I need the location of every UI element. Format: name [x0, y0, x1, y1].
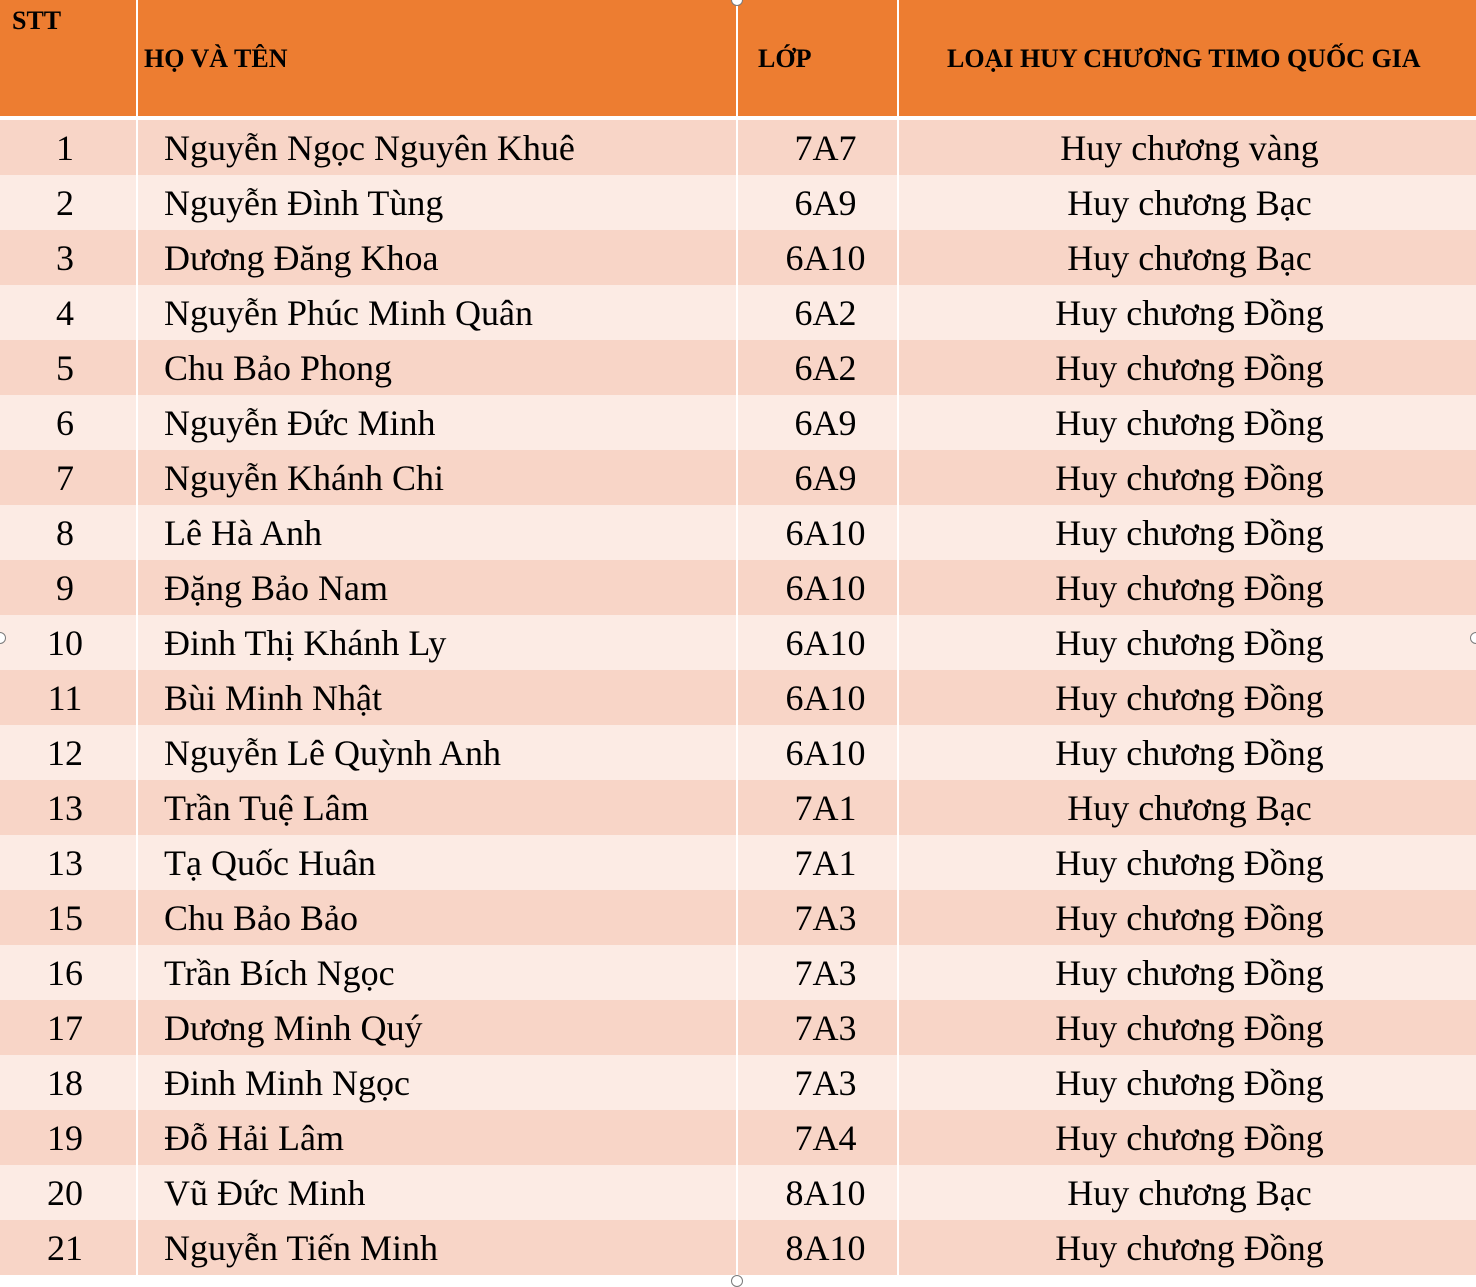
class-cell[interactable]: 6A9 [737, 450, 898, 505]
table-row [0, 395, 1476, 450]
class-cell[interactable]: 7A3 [737, 1000, 898, 1055]
table-row [0, 560, 1476, 615]
medal-cell[interactable]: Huy chương Đồng [898, 1220, 1476, 1275]
header-class [737, 0, 898, 118]
class-cell[interactable]: 7A4 [737, 1110, 898, 1165]
table-body [0, 118, 1476, 1275]
stt-cell[interactable]: 20 [0, 1165, 137, 1220]
name-cell[interactable]: Nguyễn Đình Tùng [137, 175, 737, 230]
medal-cell[interactable]: Huy chương Đồng [898, 285, 1476, 340]
table-row [0, 725, 1476, 780]
medal-cell[interactable]: Huy chương Đồng [898, 615, 1476, 670]
name-cell[interactable]: Dương Đăng Khoa [137, 230, 737, 285]
header-name-label: HỌ VÀ TÊN [144, 44, 288, 73]
name-cell[interactable]: Nguyễn Phúc Minh Quân [137, 285, 737, 340]
stt-cell[interactable]: 7 [0, 450, 137, 505]
table-row [0, 1055, 1476, 1110]
table-row [0, 945, 1476, 1000]
medal-cell[interactable]: Huy chương Đồng [898, 835, 1476, 890]
stt-cell[interactable]: 9 [0, 560, 137, 615]
medal-cell[interactable]: Huy chương Bạc [898, 780, 1476, 835]
medal-cell[interactable]: Huy chương Đồng [898, 1055, 1476, 1110]
table-header [0, 0, 1476, 118]
medal-cell[interactable]: Huy chương Đồng [898, 1000, 1476, 1055]
name-cell[interactable]: Chu Bảo Phong [137, 340, 737, 395]
class-cell[interactable]: 7A1 [737, 835, 898, 890]
table-row [0, 450, 1476, 505]
medal-cell[interactable]: Huy chương Bạc [898, 230, 1476, 285]
class-cell[interactable]: 6A10 [737, 615, 898, 670]
medal-cell[interactable]: Huy chương vàng [898, 118, 1476, 175]
name-cell[interactable]: Đinh Thị Khánh Ly [137, 615, 737, 670]
name-cell[interactable]: Lê Hà Anh [137, 505, 737, 560]
table-row [0, 118, 1476, 175]
name-cell[interactable]: Bùi Minh Nhật [137, 670, 737, 725]
table-row [0, 835, 1476, 890]
stt-cell[interactable]: 13 [0, 780, 137, 835]
table-row [0, 615, 1476, 670]
table-row [0, 1000, 1476, 1055]
class-cell[interactable]: 8A10 [737, 1165, 898, 1220]
class-cell[interactable]: 6A2 [737, 340, 898, 395]
table-row [0, 670, 1476, 725]
medal-cell[interactable]: Huy chương Đồng [898, 1110, 1476, 1165]
class-cell[interactable]: 6A10 [737, 505, 898, 560]
table-row [0, 1110, 1476, 1165]
stt-cell[interactable]: 6 [0, 395, 137, 450]
stt-cell[interactable]: 10 [0, 615, 137, 670]
stt-cell[interactable]: 11 [0, 670, 137, 725]
class-cell[interactable]: 7A3 [737, 1055, 898, 1110]
stt-cell[interactable]: 8 [0, 505, 137, 560]
name-cell[interactable]: Trần Bích Ngọc [137, 945, 737, 1000]
name-cell[interactable]: Vũ Đức Minh [137, 1165, 737, 1220]
medal-cell[interactable]: Huy chương Đồng [898, 725, 1476, 780]
name-cell[interactable]: Chu Bảo Bảo [137, 890, 737, 945]
header-class-label: LỚP [758, 44, 812, 73]
header-row [0, 0, 1476, 118]
medal-cell[interactable]: Huy chương Đồng [898, 560, 1476, 615]
medal-cell[interactable]: Huy chương Đồng [898, 890, 1476, 945]
medal-cell[interactable]: Huy chương Bạc [898, 175, 1476, 230]
header-stt [0, 0, 137, 118]
stt-cell[interactable]: 4 [0, 285, 137, 340]
class-cell[interactable]: 6A10 [737, 670, 898, 725]
name-cell[interactable]: Trần Tuệ Lâm [137, 780, 737, 835]
medal-cell[interactable]: Huy chương Đồng [898, 450, 1476, 505]
header-stt-label: STT [12, 6, 62, 35]
table-row [0, 285, 1476, 340]
name-cell[interactable]: Nguyễn Ngọc Nguyên Khuê [137, 118, 737, 175]
table-row [0, 175, 1476, 230]
stt-cell[interactable]: 15 [0, 890, 137, 945]
class-cell[interactable]: 7A7 [737, 118, 898, 175]
stt-cell[interactable]: 3 [0, 230, 137, 285]
medal-cell[interactable]: Huy chương Đồng [898, 505, 1476, 560]
table-row [0, 230, 1476, 285]
class-cell[interactable]: 6A10 [737, 560, 898, 615]
class-cell[interactable]: 6A10 [737, 725, 898, 780]
table-row [0, 780, 1476, 835]
name-cell[interactable]: Nguyễn Tiến Minh [137, 1220, 737, 1275]
name-cell[interactable]: Tạ Quốc Huân [137, 835, 737, 890]
name-cell[interactable]: Nguyễn Khánh Chi [137, 450, 737, 505]
stt-cell[interactable]: 16 [0, 945, 137, 1000]
class-cell[interactable]: 7A3 [737, 945, 898, 1000]
class-cell[interactable]: 6A10 [737, 230, 898, 285]
stt-cell[interactable]: 2 [0, 175, 137, 230]
medal-cell[interactable]: Huy chương Đồng [898, 670, 1476, 725]
class-cell[interactable]: 6A9 [737, 395, 898, 450]
name-cell[interactable]: Nguyễn Lê Quỳnh Anh [137, 725, 737, 780]
class-cell[interactable]: 7A3 [737, 890, 898, 945]
resize-handle-bottom[interactable] [731, 1275, 743, 1287]
medal-cell[interactable]: Huy chương Đồng [898, 395, 1476, 450]
stt-cell[interactable]: 13 [0, 835, 137, 890]
table-row [0, 1220, 1476, 1275]
header-medal [898, 0, 1476, 118]
medal-cell[interactable]: Huy chương Bạc [898, 1165, 1476, 1220]
stt-cell[interactable]: 21 [0, 1220, 137, 1275]
resize-handle-right[interactable] [1470, 632, 1476, 644]
name-cell[interactable]: Đỗ Hải Lâm [137, 1110, 737, 1165]
stt-cell[interactable]: 17 [0, 1000, 137, 1055]
header-medal-label: LOẠI HUY CHƯƠNG TIMO QUỐC GIA [947, 44, 1421, 73]
name-cell[interactable]: Nguyễn Đức Minh [137, 395, 737, 450]
table-row [0, 890, 1476, 945]
stt-cell[interactable]: 19 [0, 1110, 137, 1165]
name-cell[interactable]: Dương Minh Quý [137, 1000, 737, 1055]
medal-cell[interactable]: Huy chương Đồng [898, 945, 1476, 1000]
table-row [0, 505, 1476, 560]
table-row [0, 1165, 1476, 1220]
medal-cell[interactable]: Huy chương Đồng [898, 340, 1476, 395]
class-cell[interactable]: 6A2 [737, 285, 898, 340]
stt-cell[interactable]: 5 [0, 340, 137, 395]
stt-cell[interactable]: 1 [0, 118, 137, 175]
name-cell[interactable]: Đặng Bảo Nam [137, 560, 737, 615]
stt-cell[interactable]: 18 [0, 1055, 137, 1110]
table-row [0, 340, 1476, 395]
class-cell[interactable]: 8A10 [737, 1220, 898, 1275]
header-name [137, 0, 737, 118]
class-cell[interactable]: 6A9 [737, 175, 898, 230]
class-cell[interactable]: 7A1 [737, 780, 898, 835]
name-cell[interactable]: Đinh Minh Ngọc [137, 1055, 737, 1110]
stt-cell[interactable]: 12 [0, 725, 137, 780]
